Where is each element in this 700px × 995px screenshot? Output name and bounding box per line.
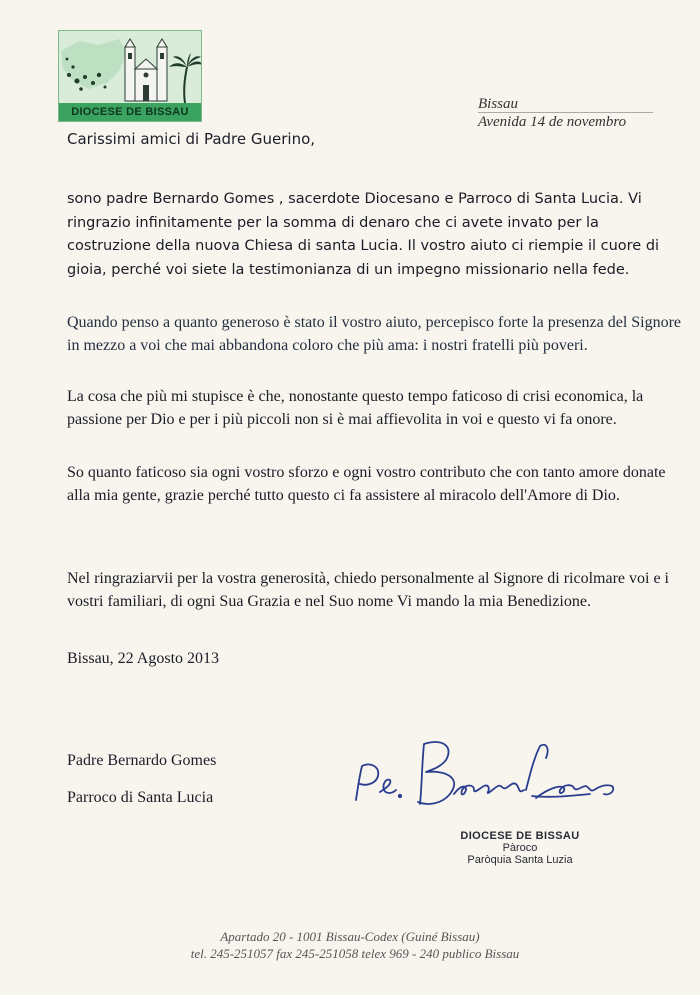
paragraph-2: Quando penso a quanto generoso è stato il vostro aiuto, percepisco forte la presenza del Signore in mezzo a voi che mai abbandona coloro che più ama: i nostri fratelli più poveri. [67,314,682,354]
stamp-line-1: DIOCESE DE BISSAU [460,830,580,842]
greeting: Carissimi amici di Padre Guerino, [67,130,316,148]
stamp-line-2: Pàroco [502,842,538,854]
signatory-role: Parroco di Santa Lucia [67,789,214,806]
footer-line-1: Apartado 20 - 1001 Bissau-Codex (Guiné Bissau) [220,929,480,944]
paragraph-1: sono padre Bernardo Gomes , sacerdote Diocesano e Parroco di Santa Lucia. Vi ringrazio infinitamente per la somma di denaro che ci avete invato per la costruzione della nuova Chiesa di santa Lucia. Il vostro aiuto ci riempie il cuore di gioia, perché voi siete la testimonianza di un impegno missionario nella fede. [67,191,660,278]
footer-address [0,928,700,962]
header-address [478,96,658,131]
footer-line-2: tel. 245-251057 fax 245-251058 telex 969 - 240 publico Bissau [190,946,520,961]
signatory-name: Padre Bernardo Gomes [67,752,217,769]
diocese-stamp [420,830,620,866]
handwritten-signature-icon [350,738,620,828]
diocese-logo [58,30,202,122]
church-illustration-icon [59,31,202,105]
paragraph-4: So quanto faticoso sia ogni vostro sforzo e ogni vostro contributo che con tanto amore donate alla mia gente, grazie perché tutto questo ci fa assistere al miracolo dell'Amore di Dio. [67,464,666,504]
paragraph-3: La cosa che più mi stupisce è che, nonostante questo tempo faticoso di crisi economica, la passione per Dio e per i più piccoli non si è mai affievolita in voi e questo vi fa onore. [67,388,644,428]
header-city: Bissau [478,96,653,113]
date-line: Bissau, 22 Agosto 2013 [67,650,220,667]
paragraph-5: Nel ringraziarvii per la vostra generosità, chiedo personalmente al Signore di ricolmare voi e i vostri familiari, di ogni Sua Grazia e nel Suo nome Vi mando la mia Benedizione. [67,570,669,610]
header-street: Avenida 14 de novembro [478,114,627,130]
logo-label: DIOCESE DE BISSAU [59,103,201,121]
stamp-line-3: Paròquia Santa Luzia [467,854,573,866]
